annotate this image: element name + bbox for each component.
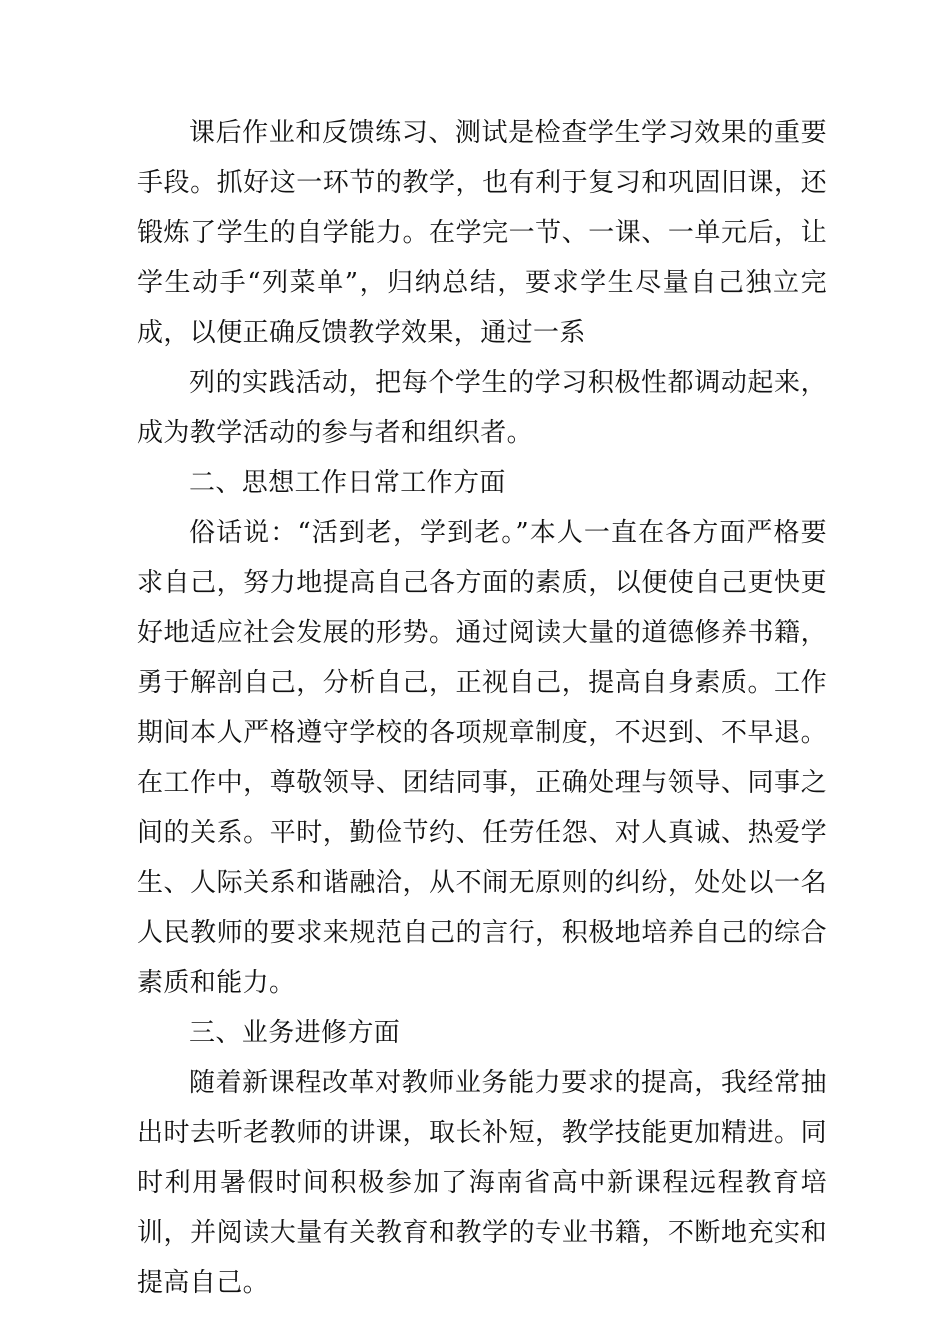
paragraph-homework-feedback: 课后作业和反馈练习、测试是检查学生学习效果的重要手段。抓好这一环节的教学，也有利于复习和巩固旧课，还锻炼了学生的自学能力。在学完一节、一课、一单元后，让学生动手“列菜单”，归纳总结，要求学生尽量自己独立完成，以便正确反馈教学效果，通过一系 [137,118,827,348]
document-body [137,108,827,1308]
paragraph-professional-development: 随着新课程改革对教师业务能力要求的提高，我经常抽出时去听老教师的讲课，取长补短，教学技能更加精进。同时利用暑假时间积极参加了海南省高中新课程远程教育培训，并阅读大量有关教育和教学的专业书籍，不断地充实和提高自己。 [137,1068,827,1298]
paragraph-practice-activities: 列的实践活动，把每个学生的学习积极性都调动起来，成为教学活动的参与者和组织者。 [137,368,827,448]
section-heading-professional-study: 三、业务进修方面 [189,1018,401,1048]
paragraph-self-discipline: 俗话说：“活到老，学到老。”本人一直在各方面严格要求自己，努力地提高自己各方面的素质，以便使自己更快更好地适应社会发展的形势。通过阅读大量的道德修养书籍，勇于解剖自己，分析自己，正视自己，提高自身素质。工作期间本人严格遵守学校的各项规章制度，不迟到、不早退。在工作中，尊敬领导、团结同事，正确处理与领导、同事之间的关系。平时，勤俭节约、任劳任怨、对人真诚、热爱学生、人际关系和谐融洽，从不闹无原则的纠纷，处处以一名人民教师的要求来规范自己的言行，积极地培养自己的综合素质和能力。 [137,518,827,998]
section-heading-ideology: 二、思想工作日常工作方面 [189,468,506,498]
